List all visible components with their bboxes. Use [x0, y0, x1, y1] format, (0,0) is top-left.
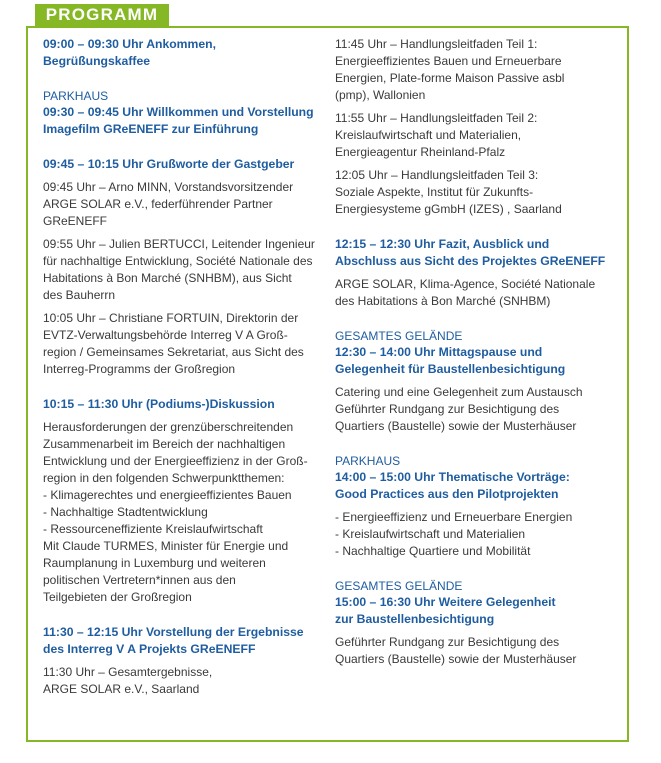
heading-line: zur Baustellenbesichtigung: [335, 612, 495, 626]
text-line: für nachhaltige Entwicklung, Société Nationale des: [43, 254, 313, 268]
session-description: [43, 664, 325, 698]
text-line: Habitations à Bon Marché (SNHBM), aus Sicht: [43, 271, 292, 285]
schedule-block: [43, 36, 325, 70]
text-line: - Nachhaltige Quartiere und Mobilität: [335, 544, 531, 558]
text-line: Entwicklung und der Energieeffizienz in der Groß-: [43, 454, 308, 468]
session-description: [335, 276, 613, 310]
schedule-block: [335, 578, 613, 668]
right-column: [335, 36, 613, 686]
schedule-block: [43, 156, 325, 378]
heading-line: 12:15 – 12:30 Uhr Fazit, Ausblick und: [335, 237, 550, 251]
text-line: Energien, Plate-forme Maison Passive asbl: [335, 71, 565, 85]
session-description: [335, 167, 613, 218]
text-line: Soziale Aspekte, Institut für Zukunfts-: [335, 185, 534, 199]
heading-line: Begrüßungskaffee: [43, 54, 150, 68]
text-line: 11:55 Uhr – Handlungsleitfaden Teil 2:: [335, 111, 538, 125]
location-label: GESAMTES GELÄNDE: [335, 329, 463, 343]
session-description: [335, 110, 613, 161]
schedule-block: [335, 36, 613, 218]
text-line: des Bauherrn: [43, 288, 116, 302]
text-line: Energieagentur Rheinland-Pfalz: [335, 145, 506, 159]
text-line: (pmp), Wallonien: [335, 88, 426, 102]
text-line: ARGE SOLAR e.V., Saarland: [43, 682, 200, 696]
text-line: Zusammenarbeit im Bereich der nachhaltigen: [43, 437, 286, 451]
text-line: Interreg-Programms der Großregion: [43, 362, 236, 376]
heading-line: 14:00 – 15:00 Uhr Thematische Vorträge:: [335, 470, 570, 484]
schedule-block: [335, 328, 613, 435]
schedule-block: [335, 236, 613, 310]
text-line: region in den folgenden Schwerpunktthemen:: [43, 471, 285, 485]
text-line: Quartiers (Baustelle) sowie der Musterhäuser: [335, 419, 577, 433]
text-line: ARGE SOLAR e.V., federführender Partner: [43, 197, 273, 211]
schedule-block: [43, 88, 325, 138]
location-label: PARKHAUS: [43, 89, 109, 103]
text-line: Geführter Rundgang zur Besichtigung des: [335, 635, 560, 649]
session-heading: [43, 396, 325, 413]
session-description: [43, 179, 325, 230]
text-line: Mit Claude TURMES, Minister für Energie und: [43, 539, 289, 553]
session-heading: [335, 344, 613, 378]
text-line: 09:55 Uhr – Julien BERTUCCI, Leitender Ingenieur: [43, 237, 315, 251]
text-line: 09:45 Uhr – Arno MINN, Vorstandsvorsitzender: [43, 180, 294, 194]
text-line: Energieeffizientes Bauen und Erneuerbare: [335, 54, 562, 68]
session-description: [335, 634, 613, 668]
location-label: GESAMTES GELÄNDE: [335, 579, 463, 593]
heading-line: 10:15 – 11:30 Uhr (Podiums-)Diskussion: [43, 397, 275, 411]
session-description: [43, 236, 325, 304]
heading-line: 09:30 – 09:45 Uhr Willkommen und Vorstellung: [43, 105, 314, 119]
session-heading: [43, 104, 325, 138]
text-line: Herausforderungen der grenzüberschreitenden: [43, 420, 294, 434]
heading-line: 12:30 – 14:00 Uhr Mittagspause und: [335, 345, 543, 359]
text-line: 12:05 Uhr – Handlungsleitfaden Teil 3:: [335, 168, 539, 182]
session-description: [335, 384, 613, 435]
session-description: [335, 36, 613, 104]
text-line: region / Gemeinsames Sekretariat, aus Sicht des: [43, 345, 304, 359]
text-line: Quartiers (Baustelle) sowie der Musterhäuser: [335, 652, 577, 666]
heading-line: Gelegenheit für Baustellenbesichtigung: [335, 362, 566, 376]
text-line: EVTZ-Verwaltungsbehörde Interreg V A Groß-: [43, 328, 288, 342]
session-heading: [335, 236, 613, 270]
session-heading: [335, 594, 613, 628]
text-line: Kreislaufwirtschaft und Materialien,: [335, 128, 522, 142]
text-line: GReENEFF: [43, 214, 108, 228]
heading-line: des Interreg V A Projekts GReENEFF: [43, 642, 256, 656]
heading-line: 09:45 – 10:15 Uhr Grußworte der Gastgeber: [43, 157, 295, 171]
text-line: politischen Vertretern*innen aus den: [43, 573, 236, 587]
heading-line: Good Practices aus den Pilotprojekten: [335, 487, 559, 501]
text-line: des Habitations à Bon Marché (SNHBM): [335, 294, 551, 308]
text-line: Energiesysteme gGmbH (IZES) , Saarland: [335, 202, 562, 216]
text-line: - Ressourceneffiziente Kreislaufwirtschaft: [43, 522, 263, 536]
heading-line: 11:30 – 12:15 Uhr Vorstellung der Ergebnisse: [43, 625, 304, 639]
text-line: - Klimagerechtes und energieeffizientes Bauen: [43, 488, 292, 502]
text-line: 11:45 Uhr – Handlungsleitfaden Teil 1:: [335, 37, 538, 51]
text-line: Teilgebieten der Großregion: [43, 590, 192, 604]
session-description: [43, 310, 325, 378]
session-heading: [43, 36, 325, 70]
session-heading: [43, 624, 325, 658]
text-line: ARGE SOLAR, Klima-Agence, Société Nationale: [335, 277, 596, 291]
heading-line: 15:00 – 16:30 Uhr Weitere Gelegenheit: [335, 595, 556, 609]
heading-line: Abschluss aus Sicht des Projektes GReENEFF: [335, 254, 606, 268]
heading-line: 09:00 – 09:30 Uhr Ankommen,: [43, 37, 216, 51]
text-line: Catering und eine Gelegenheit zum Austausch: [335, 385, 583, 399]
text-line: Raumplanung in Luxemburg und weiteren: [43, 556, 266, 570]
schedule-block: [335, 453, 613, 560]
text-line: 10:05 Uhr – Christiane FORTUIN, Direktorin der: [43, 311, 299, 325]
location-label: PARKHAUS: [335, 454, 401, 468]
session-heading: [335, 469, 613, 503]
left-column: [43, 36, 325, 716]
schedule-block: [43, 396, 325, 606]
session-description: [335, 509, 613, 560]
text-line: Geführter Rundgang zur Besichtigung des: [335, 402, 560, 416]
text-line: - Kreislaufwirtschaft und Materialien: [335, 527, 526, 541]
text-line: 11:30 Uhr – Gesamtergebnisse,: [43, 665, 213, 679]
heading-line: Imagefilm GReENEFF zur Einführung: [43, 122, 259, 136]
text-line: - Energieeffizienz und Erneuerbare Energien: [335, 510, 573, 524]
session-description: [43, 419, 325, 606]
session-heading: [43, 156, 325, 173]
text-line: - Nachhaltige Stadtentwicklung: [43, 505, 208, 519]
schedule-block: [43, 624, 325, 698]
section-tab-programm: PROGRAMM: [35, 4, 169, 26]
